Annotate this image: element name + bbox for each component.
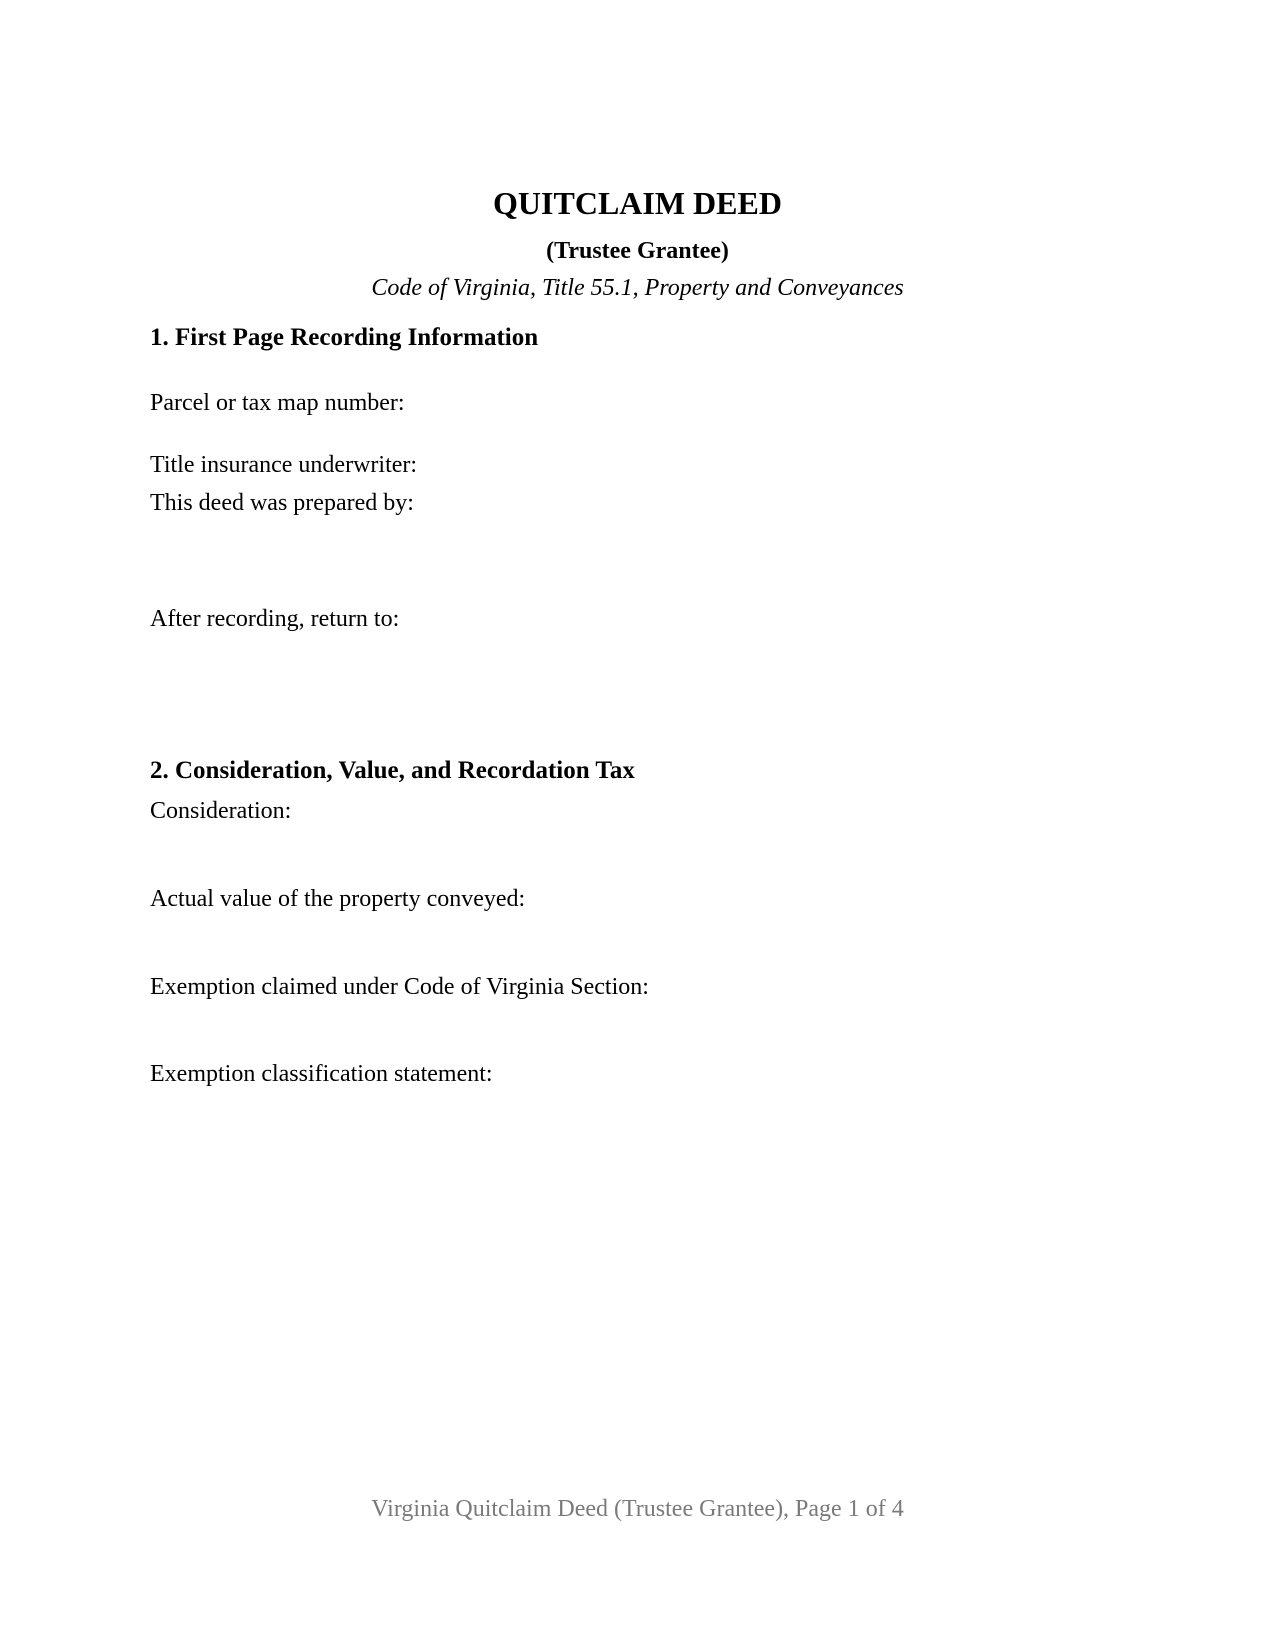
document-subtitle: (Trustee Grantee) [546,238,729,264]
exemption-section-label: Exemption claimed under Code of Virginia Section: [150,974,649,1000]
exemption-statement-label: Exemption classification statement: [150,1061,493,1087]
section-1-heading: 1. First Page Recording Information [150,324,539,351]
prepared-by-label: This deed was prepared by: [150,490,414,516]
statute-citation: Code of Virginia, Title 55.1, Property and Conveyances [371,275,904,301]
actual-value-label: Actual value of the property conveyed: [150,886,526,912]
parcel-number-label: Parcel or tax map number: [150,390,405,416]
consideration-label: Consideration: [150,798,292,824]
title-underwriter-label: Title insurance underwriter: [150,452,418,478]
section-2-heading: 2. Consideration, Value, and Recordation Tax [150,757,635,784]
page-footer: Virginia Quitclaim Deed (Trustee Grantee), Page 1 of 4 [371,1496,904,1522]
return-to-label: After recording, return to: [150,606,400,632]
document-title: QUITCLAIM DEED [493,185,782,221]
